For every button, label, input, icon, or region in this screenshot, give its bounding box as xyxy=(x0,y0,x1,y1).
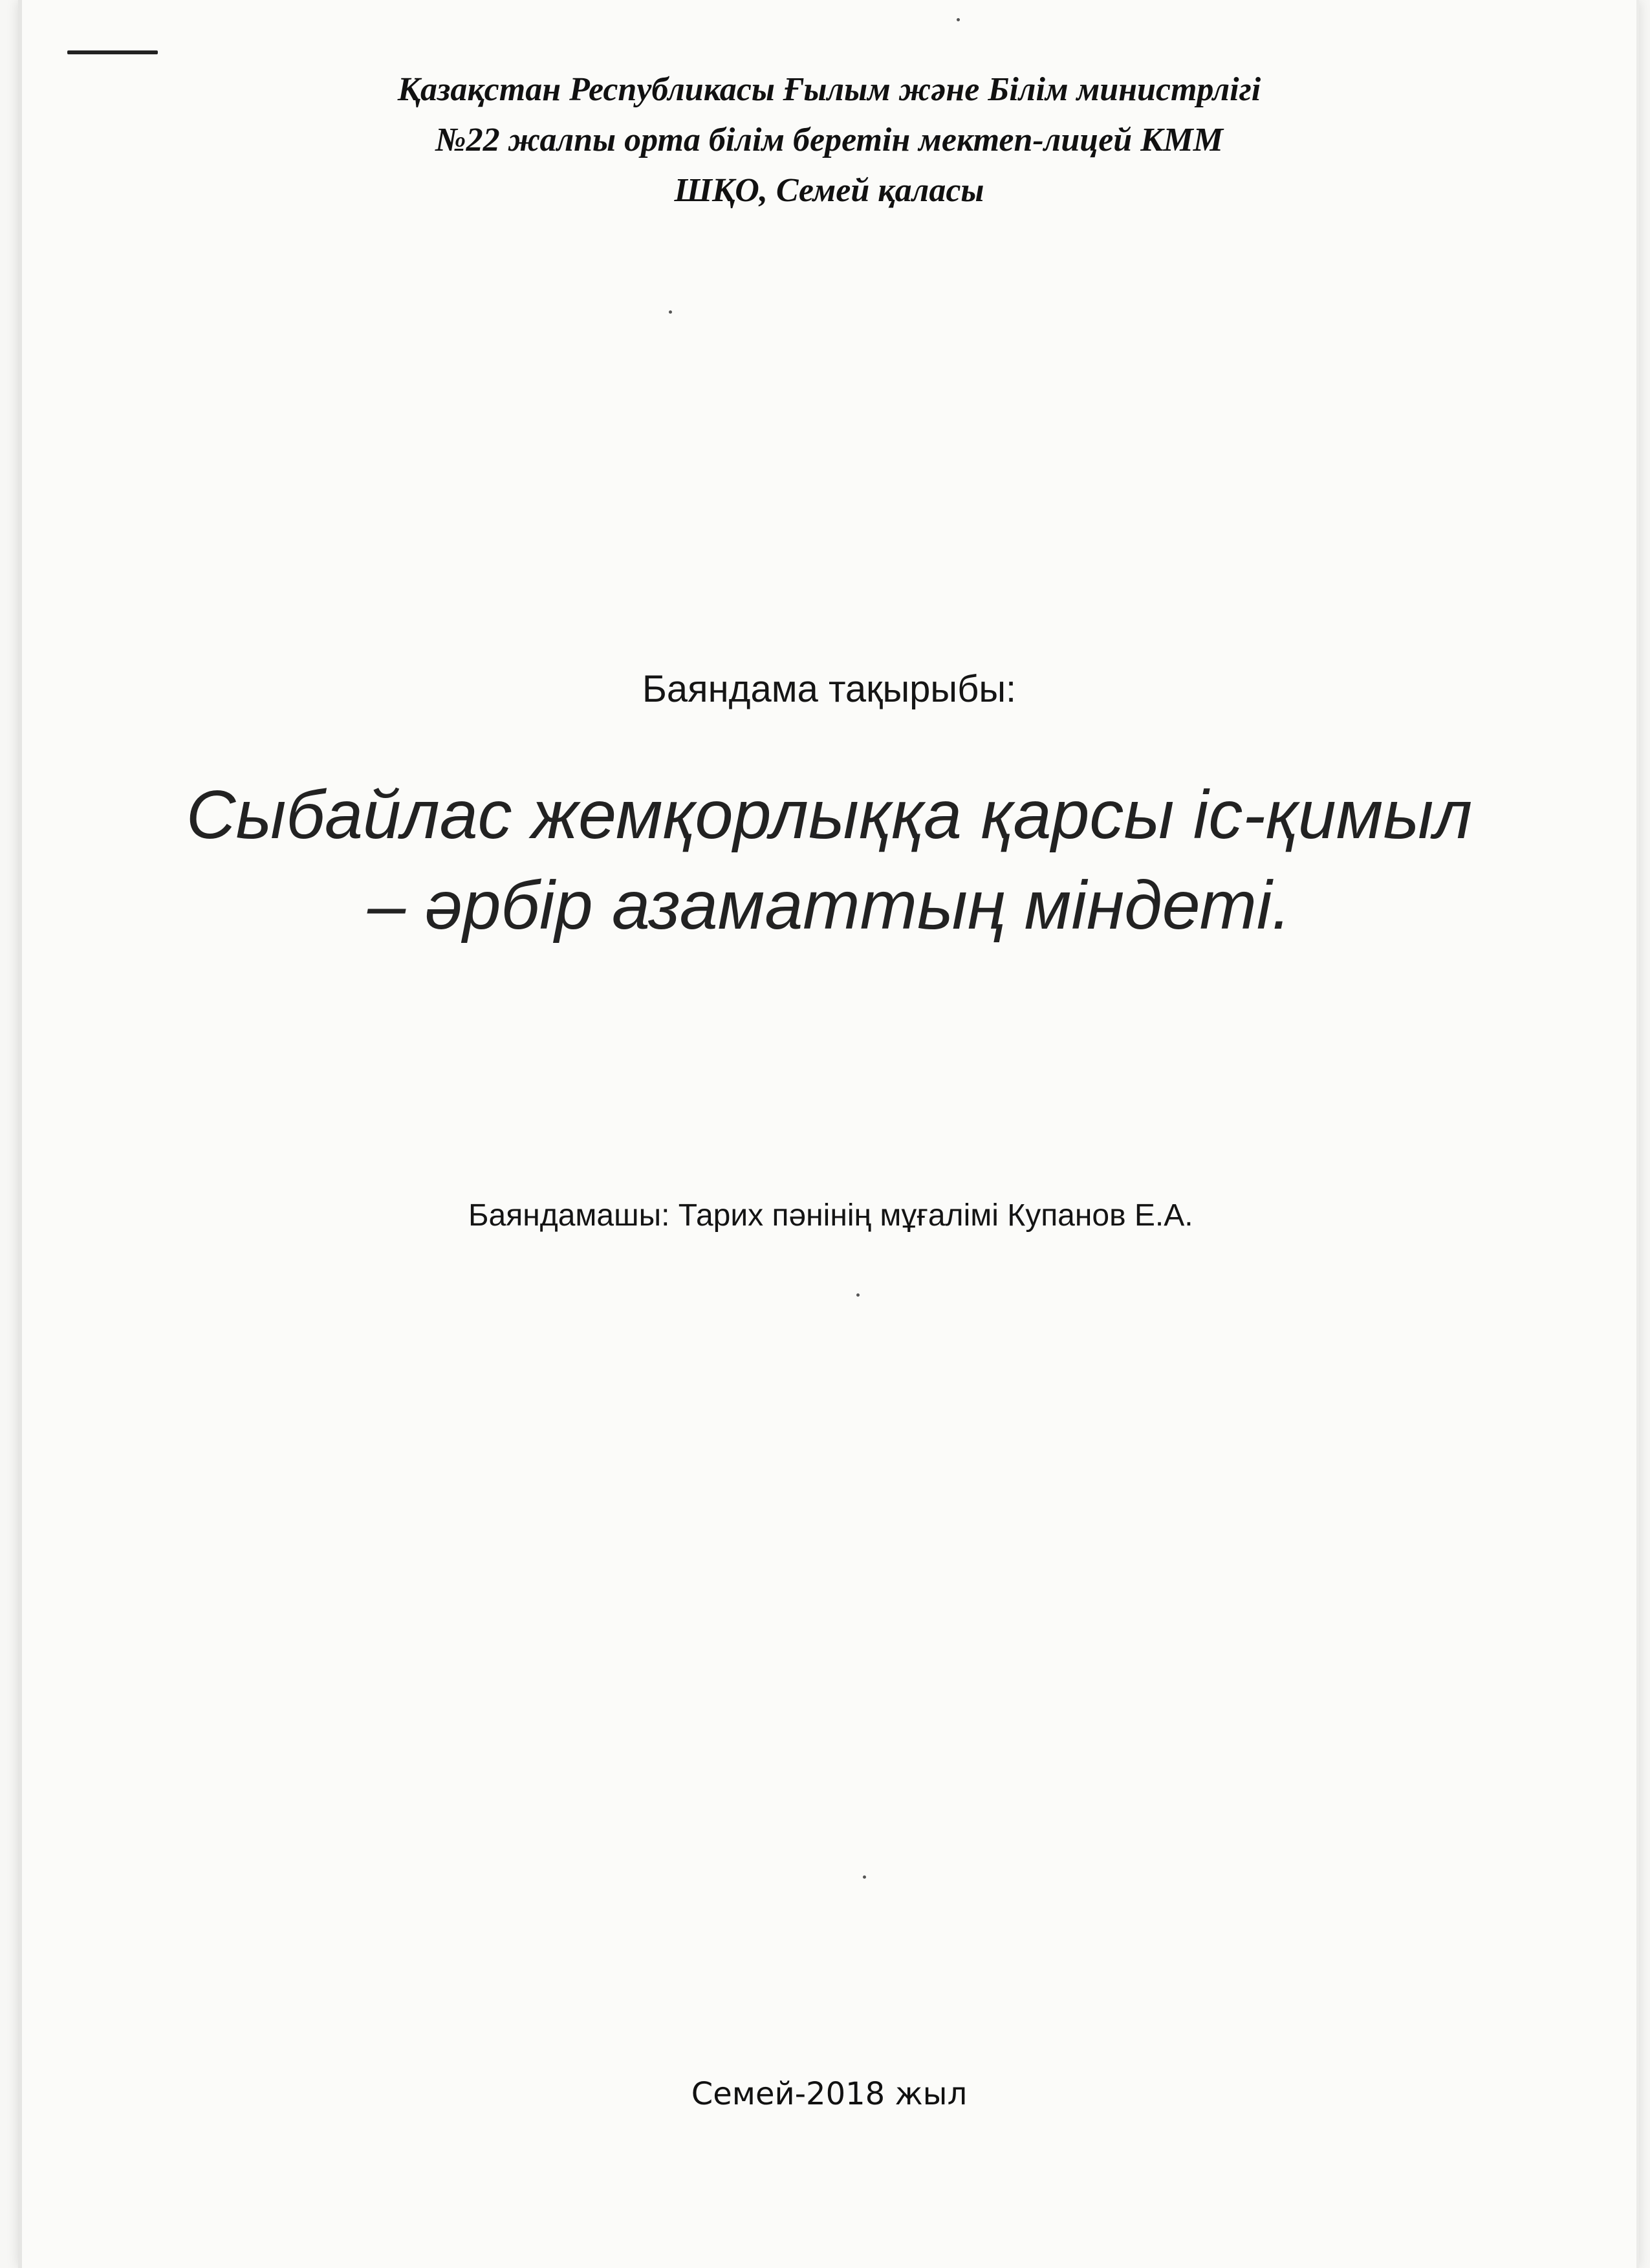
school-line: №22 жалпы орта білім беретін мектеп-лицей КММ xyxy=(435,122,1223,158)
paper-speck xyxy=(957,18,960,21)
margin-dash-mark xyxy=(67,50,158,54)
paper-speck xyxy=(669,310,672,314)
document-page xyxy=(18,0,1639,2268)
city-line: ШҚО, Семей қаласы xyxy=(674,172,984,209)
ministry-line: Қазақстан Республикасы Ғылым және Білім министрлігі xyxy=(397,71,1261,108)
institution-header xyxy=(22,65,1636,216)
report-topic xyxy=(22,770,1636,951)
presenter-line: Баяндамашы: Тарих пәнінің мұғалімі Купанов Е.А. xyxy=(468,1198,1193,1233)
paper-speck xyxy=(856,1293,860,1297)
topic-line-1: Сыбайлас жемқорлыққа қарсы іс-қимыл xyxy=(186,777,1473,853)
paper-speck xyxy=(863,1875,866,1879)
report-subject-label: Баяндама тақырыбы: xyxy=(642,668,1017,710)
topic-line-2: – әрбір азаматтың міндеті. xyxy=(367,867,1291,944)
place-year-footer: Семей-2018 жыл xyxy=(691,2076,968,2112)
